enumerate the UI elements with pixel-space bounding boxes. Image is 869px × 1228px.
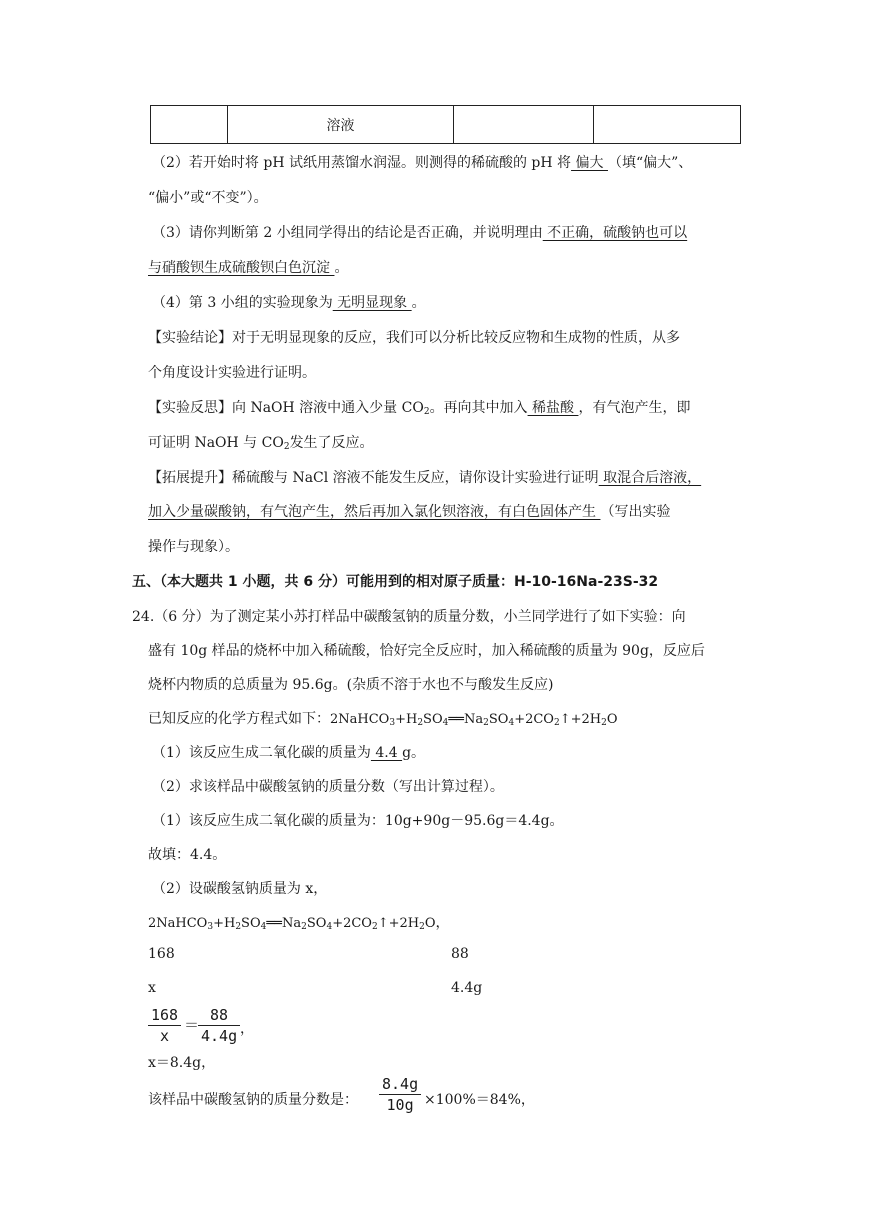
- q4-answer: 无明显现象: [332, 295, 412, 311]
- equals-sign: ＝: [184, 1016, 200, 1034]
- conclusion-line2: 个角度设计实验进行证明。: [148, 365, 316, 381]
- q2-line1: （2）若开始时将 pH 试纸用蒸馏水润湿。则测得的稀硫酸的 pH 将 偏大 （填“偏大”、: [152, 155, 693, 171]
- var-left: x: [148, 980, 156, 996]
- fraction-8.4g-10g: $\frac{8.4g}{10g}$: [379, 1074, 421, 1115]
- solution-fill: 故填：4.4。: [148, 847, 227, 863]
- reflection-line1: 【实验反思】向 NaOH 溶液中通入少量 $CO_2$。再向其中加入 稀盐酸 ，有气泡产生，即: [148, 400, 691, 417]
- solution-step1: （1）该反应生成二氧化碳的质量为：10g+90g－95.6g＝4.4g。: [152, 813, 564, 829]
- extension-answer-cont: 加入少量碳酸钠，有气泡产生，然后再加入氯化钡溶液，有白色固体产生: [148, 504, 601, 520]
- solution-equation: $2NaHCO_3+H_2SO_4══Na_2SO_4+2CO_2↑+2H_2O$，: [148, 915, 450, 932]
- final-post: ×100%＝84%，: [424, 1092, 535, 1108]
- table-cell: [594, 106, 741, 144]
- extension-line1: 【拓展提升】稀硫酸与 NaCl 溶液不能发生反应，请你设计实验进行证明 取混合后溶液，: [148, 470, 702, 486]
- experiment-table: [150, 105, 741, 144]
- q24-sub1-answer: 4.4: [370, 745, 403, 761]
- mass-right: 88: [451, 946, 469, 962]
- q24-line3: 烧杯内物质的总质量为 95.6g。(杂质不溶于水也不与酸发生反应): [148, 677, 554, 693]
- section-heading: 五、（本大题共 1 小题，共 6 分）可能用到的相对原子质量：H-10-16Na-23S-32: [132, 574, 659, 590]
- q3-answer: 不正确，硫酸钠也可以: [542, 225, 688, 241]
- extension-line3: 操作与现象）。: [148, 539, 239, 555]
- reflection-line2: 可证明 NaOH 与 $CO_2$发生了反应。: [148, 435, 374, 452]
- table-cell: [454, 106, 594, 144]
- q24-sub1: （1）该反应生成二氧化碳的质量为 4.4 g。: [152, 745, 426, 761]
- q4-line: （4）第 3 小组的实验现象为 无明显现象 。: [152, 295, 426, 311]
- q2-answer: 偏大: [571, 155, 608, 171]
- q24-sub2: （2）求该样品中碳酸氢钠的质量分数（写出计算过程）。: [152, 779, 504, 795]
- var-right: 4.4g: [451, 980, 483, 996]
- q3-line1: （3）请你判断第 2 小组同学得出的结论是否正确，并说明理由 不正确，硫酸钠也可以: [152, 225, 688, 241]
- q3-answer-cont: 与硝酸钡生成硫酸钡白色沉淀: [148, 260, 335, 276]
- final-pre: 该样品中碳酸氢钠的质量分数是：: [148, 1092, 358, 1108]
- q24-line1: 24.（6 分）为了测定某小苏打样品中碳酸氢钠的质量分数，小兰同学进行了如下实验：向: [132, 609, 686, 625]
- x-result: x＝8.4g，: [148, 1055, 216, 1071]
- solution-step2: （2）设碳酸氢钠质量为 x，: [152, 881, 328, 897]
- table-cell: 溶液: [228, 106, 454, 144]
- extension-line2: 加入少量碳酸钠，有气泡产生，然后再加入氯化钡溶液，有白色固体产生 （写出实验: [148, 504, 671, 520]
- extension-answer: 取混合后溶液，: [598, 470, 702, 486]
- table-cell: [151, 106, 228, 144]
- chemical-equation: $2NaHCO_3+H_2SO_4══Na_2SO_4+2CO_2↑+2H_2O$: [330, 712, 618, 728]
- ratio-tail: ，: [240, 1021, 254, 1037]
- q24-line2: 盛有 10g 样品的烧杯中加入稀硫酸，恰好完全反应时，加入稀硫酸的质量为 90g，反应后: [148, 643, 705, 659]
- conclusion-line1: 【实验结论】对于无明显现象的反应，我们可以分析比较反应物和生成物的性质，从多: [148, 330, 680, 346]
- q3-line2: 与硝酸钡生成硫酸钡白色沉淀 。: [148, 260, 349, 276]
- table-row: [151, 106, 741, 144]
- mass-left: 168: [148, 946, 175, 962]
- q2-line2: “偏小”或“不变”）。: [148, 190, 268, 206]
- q24-equation-line: 已知反应的化学方程式如下：$2NaHCO_3+H_2SO_4══Na_2SO_4+2CO_2↑+2H_2O$: [148, 711, 618, 728]
- reflection-answer: 稀盐酸: [527, 400, 579, 416]
- fraction-88-4.4g: $\frac{88}{4.4g}$: [198, 1005, 240, 1046]
- fraction-168-x: $\frac{168}{x}$: [148, 1005, 181, 1046]
